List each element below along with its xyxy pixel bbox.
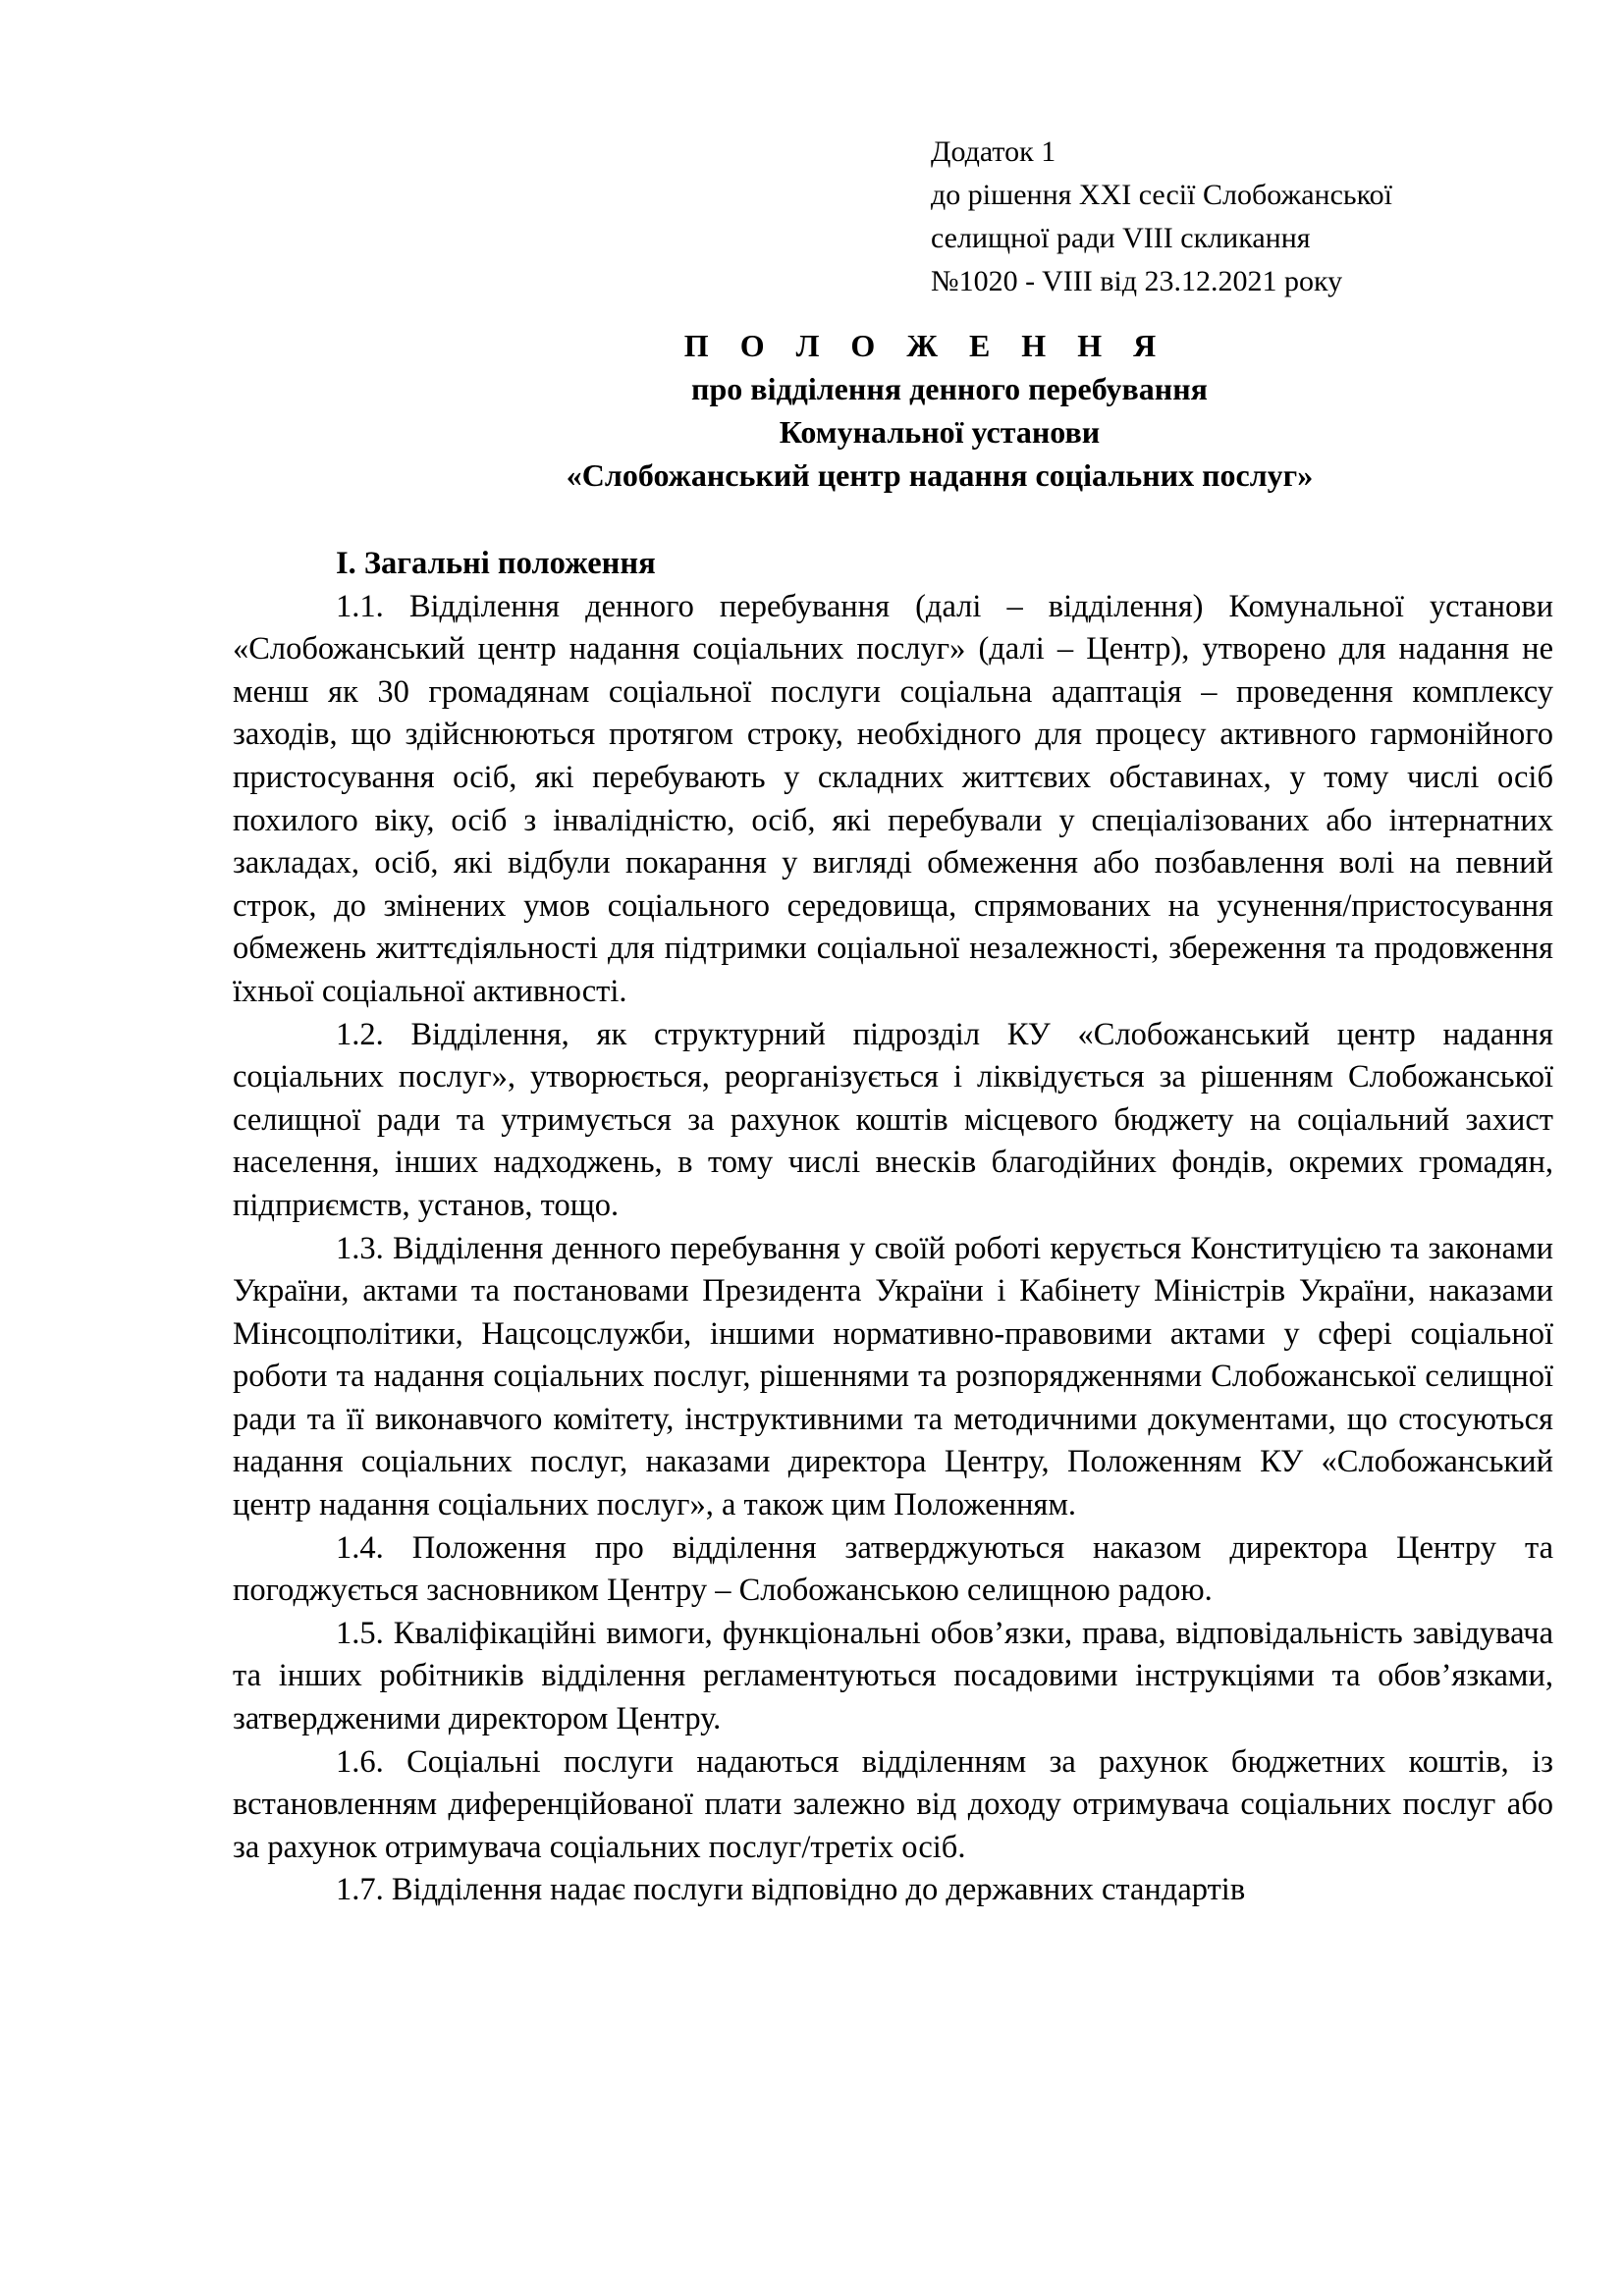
section-heading: I. Загальні положення: [336, 546, 656, 581]
title-line-1: П О Л О Ж Е Н Н Я: [683, 328, 1168, 363]
addendum-line-3: селищної ради VIII скликання: [931, 222, 1311, 254]
title-line-3: Комунальної установи: [779, 414, 1101, 450]
paragraph-1-6: 1.6. Соціальні послуги надаються відділенням за рахунок бюджетних коштів, із встановленням диференційованої плати залежно від доходу отримувача соціальних послуг або за рахунок отримувача соціальних послуг/третіх осіб.: [233, 1743, 1553, 1865]
document-title: [0, 324, 1624, 497]
paragraph-1-1: 1.1. Відділення денного перебування (далі – відділення) Комунальної установи «Слобожанський центр надання соціальних послуг» (далі – Центр), утворено для надання не менш як 30 громадянам соціальної послуги соціальна адаптація – проведення комплексу заходів, що здійснюються протягом строку, необхідного для процесу активного гармонійного пристосування осіб, які перебувають у складних життєвих обставинах, у тому числі осіб похилого віку, осіб з інвалідністю, осіб, які перебували у спеціалізованих або інтернатних закладах, осіб, які відбули покарання у вигляді обмеження або позбавлення волі на певний строк, до змінених умов соціального середовища, спрямованих на усунення/пристосування обмежень життєдіяльності для підтримки соціальної незалежності, збереження та продовження їхньої соціальної активності.: [233, 588, 1553, 1009]
paragraph-1-4: 1.4. Положення про відділення затверджуються наказом директора Центру та погоджується засновником Центру – Слобожанською селищною радою.: [233, 1529, 1553, 1609]
paragraph-1-7: 1.7. Відділення надає послуги відповідно до державних стандартів: [336, 1872, 1246, 1908]
addendum-line-2: до рішення XXI сесії Слобожанської: [931, 179, 1392, 211]
title-line-2: про відділення денного перебування: [691, 371, 1208, 406]
document-body: [233, 543, 1553, 1912]
addendum-line-1: Додаток 1: [931, 135, 1056, 168]
paragraph-1-5: 1.5. Кваліфікаційні вимоги, функціональні обов’язки, права, відповідальність завідувача та інших робітників відділення регламентуються посадовими інструкціями та обов’язками, затвердженими директором Центру.: [233, 1615, 1553, 1737]
title-line-4: «Слобожанський центр надання соціальних послуг»: [566, 457, 1314, 493]
addendum-block: [931, 131, 1392, 303]
paragraph-1-3: 1.3. Відділення денного перебування у своїй роботі керується Конституцією та законами України, актами та постановами Президента України і Кабінету Міністрів України, наказами Мінсоцполітики, Нацсоцслужби, іншими нормативно-правовими актами у сфері соціальної роботи та надання соціальних послуг, рішеннями та розпорядженнями Слобожанської селищної ради та її виконавчого комітету, інструктивними та методичними документами, що стосуються надання соціальних послуг, наказами директора Центру, Положенням КУ «Слобожанський центр надання соціальних послуг», а також цим Положенням.: [233, 1230, 1553, 1523]
addendum-line-4: №1020 - VIII від 23.12.2021 року: [931, 265, 1343, 297]
paragraph-1-2: 1.2. Відділення, як структурний підрозділ КУ «Слобожанський центр надання соціальних послуг», утворюється, реорганізується і ліквідується за рішенням Слобожанської селищної ради та утримується за рахунок коштів місцевого бюджету на соціальний захист населення, інших надходжень, в тому числі внесків благодійних фондів, окремих громадян, підприємств, установ, тощо.: [233, 1016, 1553, 1223]
